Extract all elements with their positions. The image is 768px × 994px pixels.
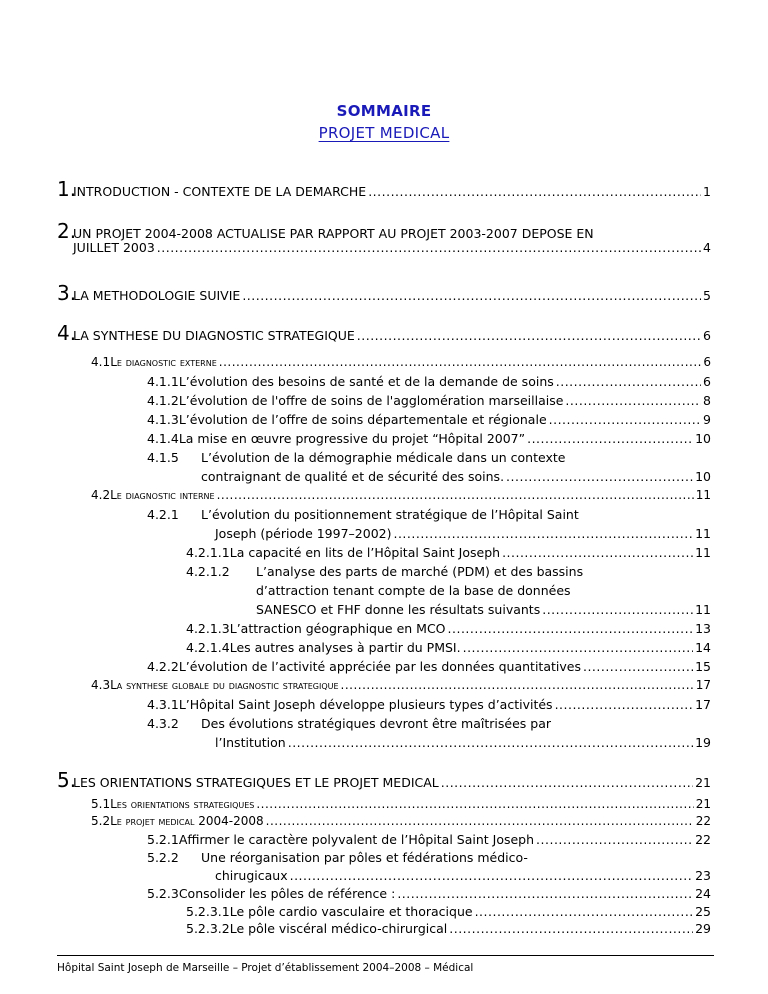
toc-leader-dots [288, 735, 693, 750]
toc-leader-dots [583, 659, 693, 674]
toc-text: LES ORIENTATIONS STRATEGIQUES ET LE PROJET MEDICAL [73, 775, 439, 790]
page-footer: Hôpital Saint Joseph de Marseille – Projet d’établissement 2004–2008 – Médical [57, 962, 474, 974]
toc-text: L’analyse des parts de marché (PDM) et des bassins [256, 564, 584, 579]
toc-number: 5. [57, 768, 77, 792]
toc-text: Le diagnostic interne [110, 488, 215, 502]
toc-entry[interactable] [91, 814, 711, 828]
toc-entry[interactable] [215, 868, 711, 883]
toc-text: Les autres analyses à partir du PMSI. [229, 640, 461, 655]
toc-page-number: 23 [695, 868, 711, 883]
toc-entry[interactable] [186, 921, 711, 936]
toc-page-number: 10 [695, 431, 711, 446]
toc-entry[interactable] [186, 564, 711, 579]
toc-number: 4.2.1.2 [186, 564, 230, 579]
toc-page-number: 8 [703, 393, 711, 408]
toc-leader-dots [449, 921, 693, 936]
toc-page-number: 21 [695, 797, 711, 811]
toc-text: d’attraction tenant compte de la base de données [256, 583, 571, 598]
toc-entry[interactable] [57, 177, 711, 201]
toc-leader-dots [555, 697, 694, 712]
toc-number: 1. [57, 177, 77, 201]
toc-text: SANESCO et FHF donne les résultats suivants [256, 602, 541, 617]
toc-entry[interactable] [91, 488, 711, 502]
toc-entry[interactable] [186, 640, 711, 655]
toc-number: 5.2.3.1 [186, 904, 230, 919]
toc-page-number: 22 [695, 814, 711, 828]
toc-number: 5.2.3 [147, 886, 179, 901]
toc-leader-dots [393, 526, 693, 541]
toc-page-number: 25 [695, 904, 711, 919]
toc-number: 4.3 [91, 678, 111, 692]
toc-leader-dots [397, 886, 693, 901]
toc-number: 5.2.3.2 [186, 921, 230, 936]
toc-leader-dots [368, 184, 701, 199]
toc-number: 4.1 [91, 355, 111, 369]
toc-text: La capacité en lits de l’Hôpital Saint Joseph [229, 545, 501, 560]
toc-text: JUILLET 2003 [73, 240, 155, 255]
toc-text: Le projet medical 2004-2008 [110, 814, 264, 828]
toc-leader-dots [502, 545, 693, 560]
toc-leader-dots [290, 868, 694, 883]
toc-text: Le diagnostic externe [110, 355, 217, 369]
toc-leader-dots [463, 640, 694, 655]
footer-rule [57, 955, 714, 956]
toc-text: l’Institution [215, 735, 286, 750]
toc-text: Le pôle viscéral médico-chirurgical [229, 921, 448, 936]
toc-entry[interactable] [186, 545, 711, 560]
toc-leader-dots [565, 393, 701, 408]
toc-text: Consolider les pôles de référence : [178, 886, 396, 901]
toc-number: 4.2.1.1 [186, 545, 230, 560]
toc-leader-dots [556, 374, 701, 389]
toc-entry[interactable] [73, 240, 711, 255]
toc-leader-dots [475, 904, 694, 919]
toc-text: contraignant de qualité et de sécurité des soins. [201, 469, 505, 484]
toc-entry[interactable] [147, 716, 711, 731]
toc-number: 4.2.1.4 [186, 640, 230, 655]
toc-page-number: 11 [695, 526, 711, 541]
toc-text: L’évolution de la démographie médicale dans un contexte [201, 450, 566, 465]
toc-page-number: 11 [695, 545, 711, 560]
toc-leader-dots [441, 775, 693, 790]
toc-text: L’évolution du positionnement stratégique de l’Hôpital Saint [201, 507, 579, 522]
toc-text: L’Hôpital Saint Joseph développe plusieurs types d’activités [178, 697, 553, 712]
toc-number: 2. [57, 219, 77, 243]
toc-text: LA SYNTHESE DU DIAGNOSTIC STRATEGIQUE [73, 328, 355, 343]
toc-entry[interactable] [147, 412, 711, 427]
toc-page-number: 11 [695, 602, 711, 617]
toc-number: 4.3.1 [147, 697, 179, 712]
toc-text: Les orientations strategiques [110, 797, 255, 811]
toc-text: La mise en œuvre progressive du projet “Hôpital 2007” [178, 431, 526, 446]
toc-page-number: 10 [695, 469, 711, 484]
toc-text: Des évolutions stratégiques devront être maîtrisées par [201, 716, 551, 731]
toc-entry[interactable] [57, 321, 711, 345]
toc-number: 5.2.1 [147, 832, 179, 847]
toc-number: 3. [57, 281, 77, 305]
toc-entry[interactable] [201, 469, 711, 484]
toc-page-number: 17 [695, 697, 711, 712]
toc-entry[interactable] [186, 621, 711, 636]
toc-leader-dots [536, 832, 693, 847]
toc-entry[interactable] [147, 507, 711, 522]
toc-entry[interactable] [147, 393, 711, 408]
toc-number: 5.2.2 [147, 850, 179, 865]
toc-page-number: 19 [695, 735, 711, 750]
toc-page-number: 24 [695, 886, 711, 901]
toc-text: Affirmer le caractère polyvalent de l’Hôpital Saint Joseph [178, 832, 535, 847]
toc-number: 5.2 [91, 814, 111, 828]
toc-leader-dots [157, 240, 701, 255]
toc-entry[interactable] [91, 678, 711, 692]
toc-page-number: 14 [695, 640, 711, 655]
toc-number: 5.1 [91, 797, 111, 811]
toc-page-number: 9 [703, 412, 711, 427]
toc-leader-dots [256, 797, 693, 811]
toc-number: 4.1.1 [147, 374, 179, 389]
toc-page-number: 17 [695, 678, 711, 692]
toc-text: L’évolution de l'offre de soins de l'agglomération marseillaise [178, 393, 564, 408]
toc-leader-dots [341, 678, 694, 692]
toc-entry[interactable] [57, 281, 711, 305]
toc-leader-dots [448, 621, 694, 636]
toc-text: Une réorganisation par pôles et fédérations médico- [201, 850, 528, 865]
toc-number: 4.2.1.3 [186, 621, 230, 636]
toc-leader-dots [219, 355, 702, 369]
toc-number: 4. [57, 321, 77, 345]
toc-leader-dots [242, 288, 701, 303]
toc-page-number: 1 [703, 184, 711, 199]
toc-text: L’évolution des besoins de santé et de la demande de soins [178, 374, 554, 389]
toc-entry[interactable] [186, 904, 711, 919]
toc-text: La synthese globale du diagnostic strategique [110, 678, 339, 692]
toc-leader-dots [549, 412, 701, 427]
toc-page-number: 13 [695, 621, 711, 636]
toc-entry[interactable] [147, 850, 711, 865]
toc-entry[interactable] [147, 374, 711, 389]
toc-number: 4.2.1 [147, 507, 179, 522]
toc-entry[interactable] [215, 526, 711, 541]
toc-text: Le pôle cardio vasculaire et thoracique [229, 904, 473, 919]
toc-entry[interactable] [147, 697, 711, 712]
toc-leader-dots [217, 488, 694, 502]
toc-number: 4.2 [91, 488, 111, 502]
toc-leader-dots [357, 328, 701, 343]
toc-page-number: 6 [703, 374, 711, 389]
toc-number: 4.3.2 [147, 716, 179, 731]
toc-entry[interactable] [215, 735, 711, 750]
toc-number: 4.1.3 [147, 412, 179, 427]
toc-page-number: 29 [695, 921, 711, 936]
toc-entry[interactable] [147, 886, 711, 901]
toc-text: UN PROJET 2004-2008 ACTUALISE PAR RAPPORT AU PROJET 2003-2007 DEPOSE EN [73, 226, 594, 241]
toc-leader-dots [527, 431, 693, 446]
toc-entry[interactable] [256, 602, 711, 617]
toc-entry[interactable] [57, 768, 711, 792]
toc-text: L’évolution de l’activité appréciée par les données quantitatives [178, 659, 581, 674]
toc-text: Joseph (période 1997–2002) [215, 526, 392, 541]
toc-number: 4.1.5 [147, 450, 179, 465]
toc-number: 4.1.2 [147, 393, 179, 408]
toc-page-number: 15 [695, 659, 711, 674]
toc-entry[interactable] [91, 797, 711, 811]
toc-entry[interactable] [256, 583, 711, 598]
toc-number: 4.2.2 [147, 659, 179, 674]
toc-page-number: 6 [703, 328, 711, 343]
toc-leader-dots [542, 602, 693, 617]
toc-text: INTRODUCTION - CONTEXTE DE LA DEMARCHE [73, 184, 367, 199]
toc-leader-dots [266, 814, 694, 828]
toc-entry[interactable] [147, 450, 711, 465]
sommaire-title: SOMMAIRE [336, 102, 432, 120]
toc-text: L’attraction géographique en MCO [229, 621, 446, 636]
toc-leader-dots [506, 469, 693, 484]
toc-entry[interactable] [147, 832, 711, 847]
toc-number: 4.1.4 [147, 431, 179, 446]
toc-entry[interactable] [91, 355, 711, 369]
toc-page-number: 4 [703, 240, 711, 255]
toc-entry[interactable] [147, 431, 711, 446]
toc-entry[interactable] [147, 659, 711, 674]
toc-text: LA METHODOLOGIE SUIVIE [73, 288, 241, 303]
toc-page-number: 21 [695, 775, 711, 790]
toc-text: L’évolution de l’offre de soins départementale et régionale [178, 412, 547, 427]
toc-page-number: 6 [703, 355, 711, 369]
toc-page-number: 11 [695, 488, 711, 502]
toc-text: chirugicaux [215, 868, 288, 883]
toc-page-number: 22 [695, 832, 711, 847]
projet-medical-title: PROJET MEDICAL [318, 124, 450, 142]
toc-page-number: 5 [703, 288, 711, 303]
